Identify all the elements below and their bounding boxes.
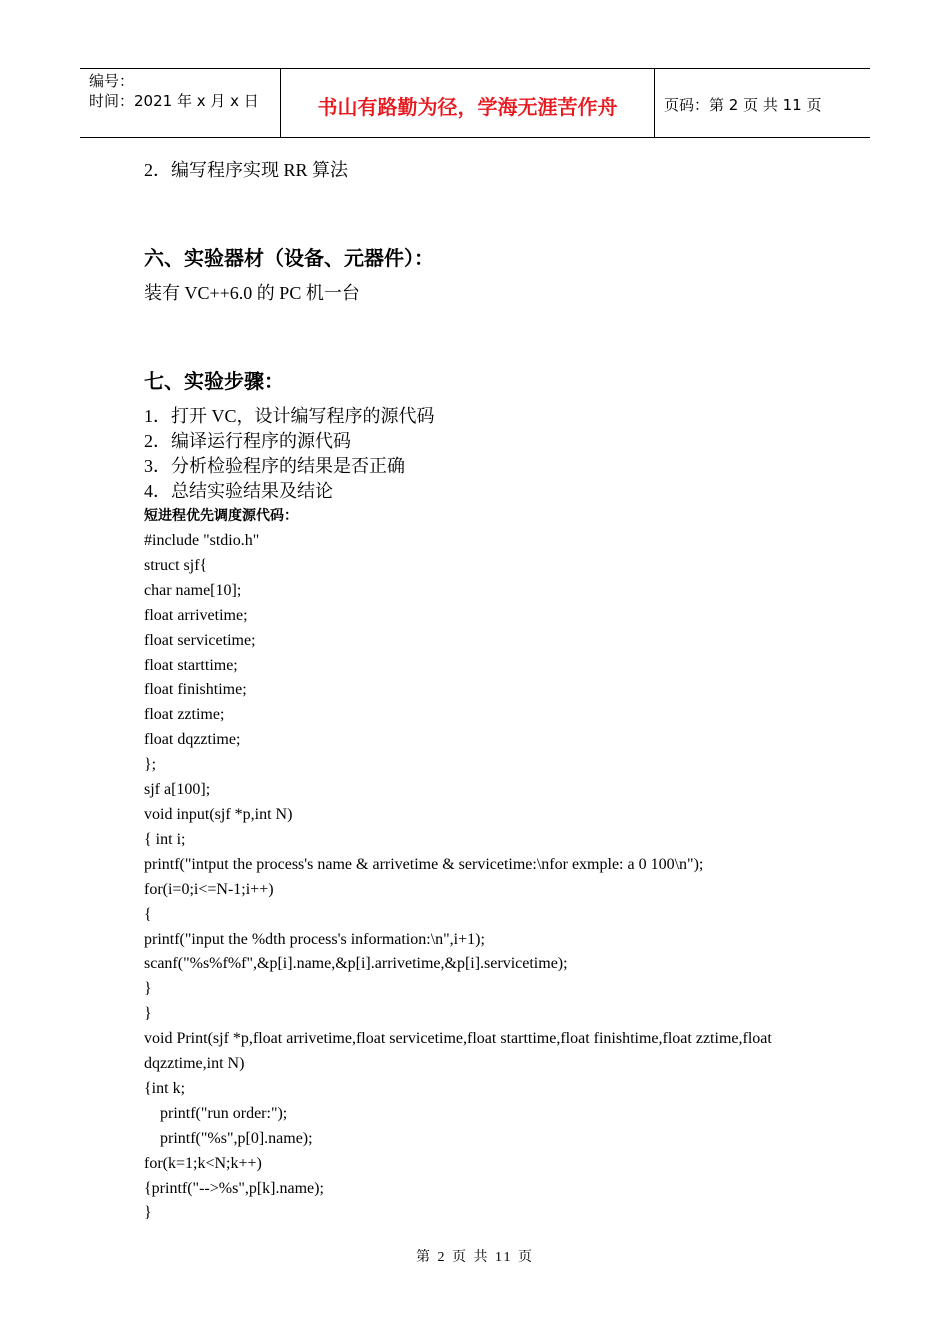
code-line: float dqzztime; [144, 731, 241, 749]
source-code-block [144, 529, 834, 1226]
code-line: } [144, 980, 152, 998]
code-line: float zztime; [144, 706, 225, 724]
step-item: 4．总结实验结果及结论 [144, 481, 333, 501]
header-left-cell [80, 69, 281, 137]
code-line: {printf("-->%s",p[k].name); [144, 1179, 324, 1197]
code-line: {int k; [144, 1079, 186, 1097]
code-line: printf("intput the process's name & arrivetime & servicetime:\nfor exmple: a 0 100\n"); [144, 855, 704, 873]
section-7-heading: 七、实验步骤： [144, 369, 284, 393]
code-line: float arrivetime; [144, 606, 248, 624]
code-line: { [144, 905, 152, 923]
code-line: float servicetime; [144, 631, 256, 649]
code-line: } [144, 1005, 152, 1023]
page-header [80, 68, 870, 138]
code-line: { int i; [144, 830, 186, 848]
code-line: void Print(sjf *p,float arrivetime,float servicetime,float starttime,float finishtime,float zztime,float dqzztime,int N) [144, 1030, 776, 1073]
code-line: printf("input the %dth process's information:\n",i+1); [144, 930, 485, 948]
code-line: scanf("%s%f%f",&p[i].name,&p[i].arrivetime,&p[i].servicetime); [144, 955, 568, 973]
header-page-info: 页码：第 2 页 共 11 页 [664, 95, 822, 114]
step-item: 3．分析检验程序的结果是否正确 [144, 456, 405, 476]
code-line: float finishtime; [144, 681, 247, 699]
document-time-label: 时间：2021 年 x 月 x 日 [89, 92, 259, 110]
code-line: printf("run order:"); [144, 1104, 288, 1122]
document-body [144, 158, 834, 1226]
code-line: for(i=0;i<=N-1;i++) [144, 880, 274, 898]
code-title: 短进程优先调度源代码： [144, 508, 298, 524]
code-line: sjf a[100]; [144, 781, 211, 799]
code-line: } [144, 1204, 152, 1222]
header-motto: 书山有路勤为径，学海无涯苦作舟 [281, 69, 655, 137]
document-number-label: 编号： [89, 72, 135, 90]
code-line: float starttime; [144, 656, 238, 674]
step-item: 1．打开 VC，设计编写程序的源代码 [144, 406, 435, 426]
step-2-line: 2．编写程序实现 RR 算法 [144, 160, 349, 180]
code-line: }; [144, 756, 157, 774]
code-line: for(k=1;k<N;k++) [144, 1154, 262, 1172]
code-line: void input(sjf *p,int N) [144, 805, 293, 823]
section-6-heading: 六、实验器材（设备、元器件）： [144, 246, 434, 270]
step-item: 2．编译运行程序的源代码 [144, 431, 351, 451]
page-footer: 第 2 页 共 11 页 [416, 1250, 534, 1265]
code-line: char name[10]; [144, 581, 242, 599]
code-line: struct sjf{ [144, 556, 208, 574]
code-line: printf("%s",p[0].name); [144, 1129, 313, 1147]
code-line: #include "stdio.h" [144, 532, 260, 549]
steps-list [144, 404, 834, 504]
section-6-text: 装有 VC++6.0 的 PC 机一台 [144, 283, 360, 303]
